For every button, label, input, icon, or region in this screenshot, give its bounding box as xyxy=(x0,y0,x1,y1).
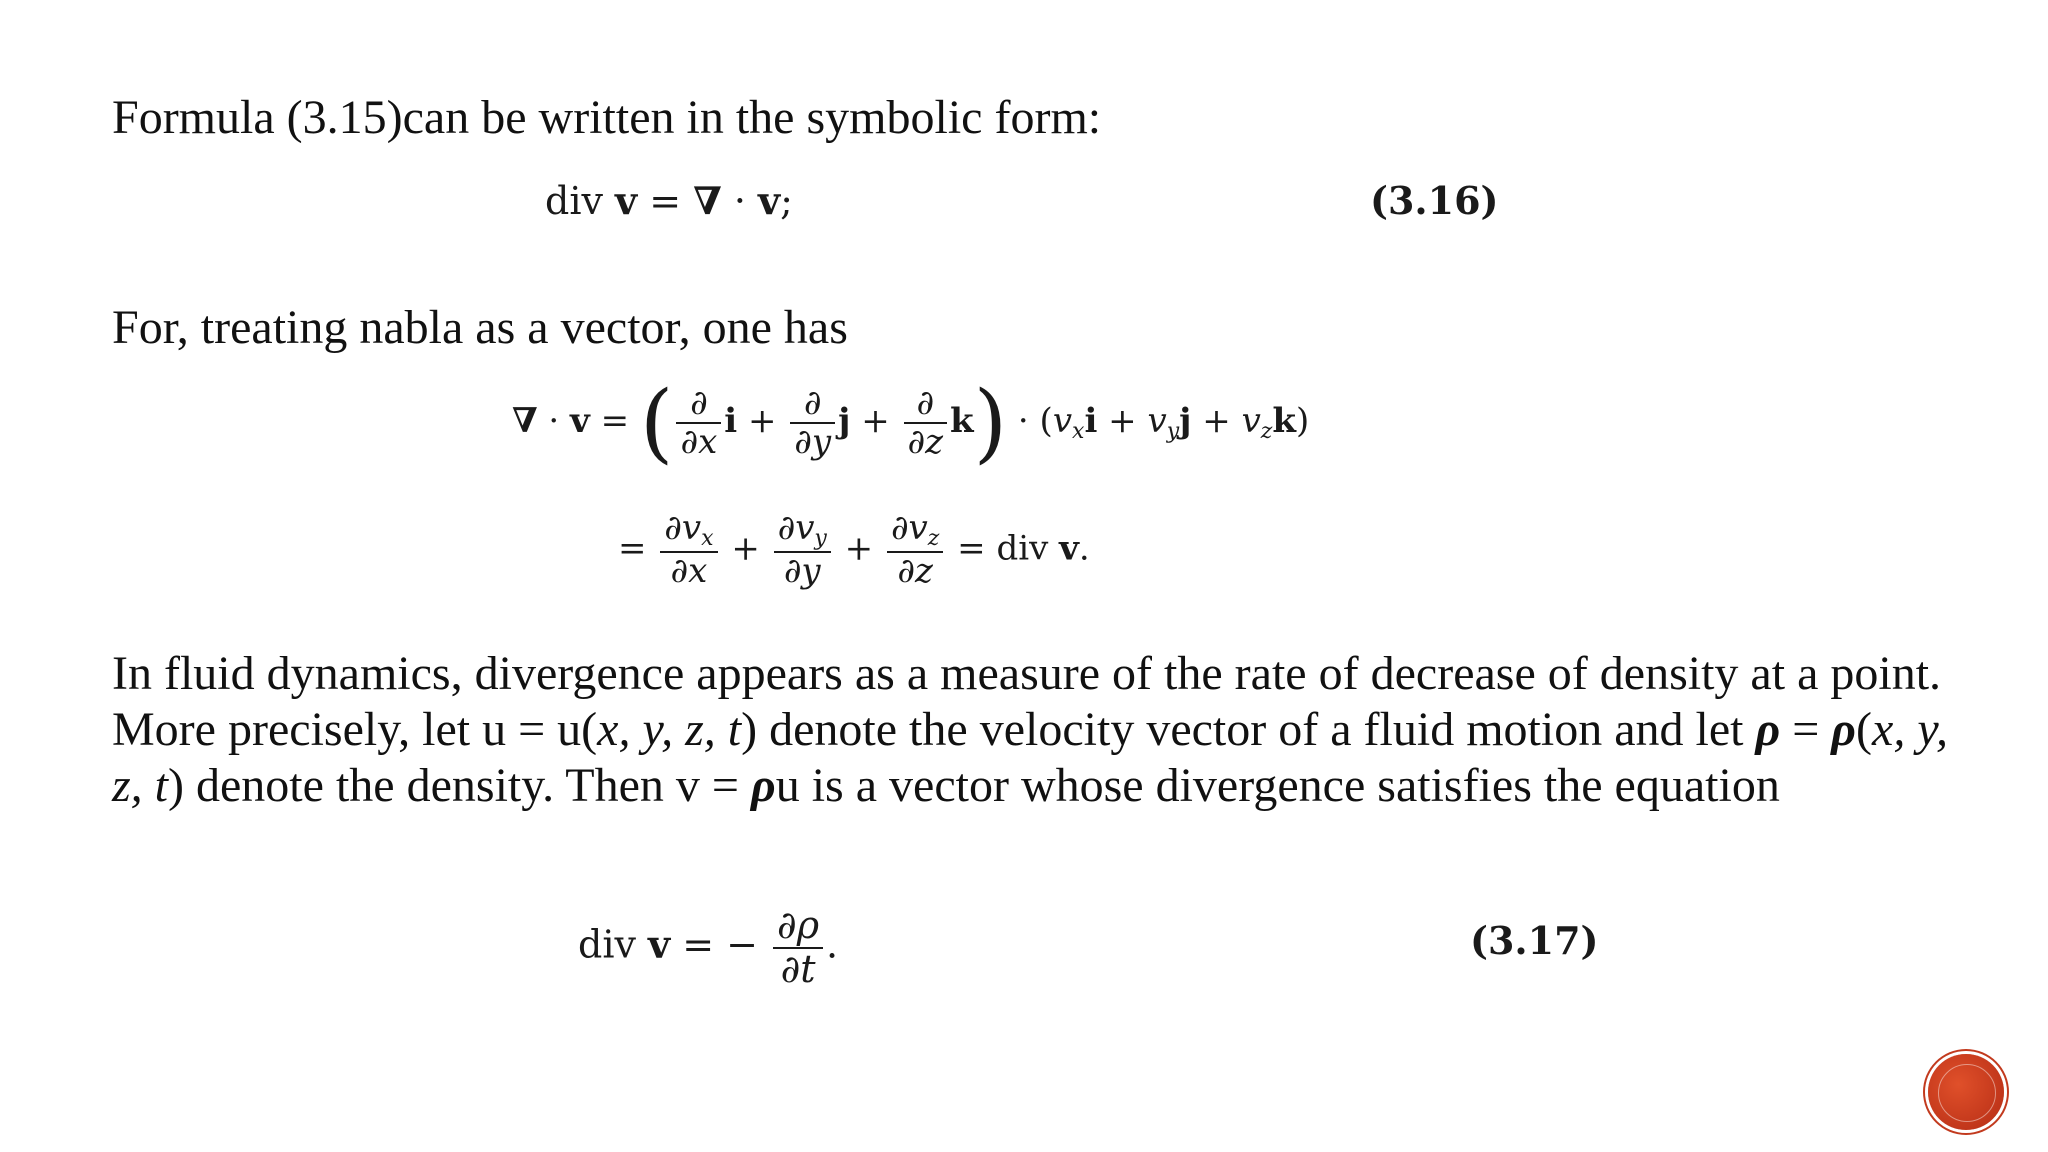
nabla-paragraph: For, treating nabla as a vector, one has xyxy=(112,301,848,354)
equation-3-17: div v = − $\frac{\partial\rho}{\partial t}$ . xyxy=(578,903,839,991)
equation-3-16 xyxy=(545,178,793,223)
unit-j: j xyxy=(838,401,851,441)
frac-d-dy: $\frac{\partial}{\partial y}$ xyxy=(790,385,835,462)
frac-d-dz: $\frac{\partial}{\partial z}$ xyxy=(904,385,948,462)
eq316-eq: = xyxy=(637,179,694,223)
eq316-v: v xyxy=(615,178,638,223)
equals: = xyxy=(589,401,640,441)
eq316-dot: · xyxy=(721,179,758,223)
v-vector: v xyxy=(570,401,590,441)
frac-d-dx: $\frac{\partial}{\partial x}$ xyxy=(676,385,721,462)
eq316-lhs: div xyxy=(545,179,616,223)
eq316-nabla: ∇ xyxy=(693,178,722,223)
fluid-dynamics-paragraph: In fluid dynamics, divergence appears as a measure of the rate of decrease of density at a point. More precisely, let u = u(x, y, z, t) denote the velocity vector of a fluid motion and let ρ = ρ(x, y, z, t) denote the density. Then v = ρu is a vector whose divergence satisfies the equation xyxy=(112,647,1948,812)
eq316-end: ; xyxy=(780,179,793,223)
unit-i: i xyxy=(724,401,738,441)
nabla-symbol: ∇ xyxy=(512,401,538,441)
nabla-equation-line-2: = $\frac{\partial v_x}{\partial x}$ + $\frac{\partial v_y}{\partial y}$ + $\frac{\partial v_z}{\partial z}$ = div v. xyxy=(618,508,1090,592)
frac-dvx-dx: $\frac{\partial v_x}{\partial x}$ xyxy=(660,510,717,591)
equation-number-3-16: (3.16) xyxy=(1370,178,1499,223)
frac-drho-dt: $\frac{\partial\rho}{\partial t}$ xyxy=(773,905,823,991)
logo-inner-ring xyxy=(1938,1064,1996,1122)
unit-k: k xyxy=(950,401,974,441)
intro-paragraph: Formula (3.15)can be written in the symbolic form: xyxy=(112,91,1102,144)
nabla-equation-line-1: ∇ · v = ( $\frac{\partial}{\partial x}$ i + $\frac{\partial}{\partial y}$ j + $\frac{\partial}{\partial z}$ $k) \cdot (v_xi + v_yj + v_zk)$ xyxy=(512,373,1310,473)
dot-operator: · xyxy=(537,401,571,441)
frac-dvz-dz: $\frac{\partial v_z}{\partial z}$ xyxy=(887,510,943,591)
eq316-v2: v xyxy=(758,178,781,223)
frac-dvy-dy: $\frac{\partial v_y}{\partial y}$ xyxy=(774,510,831,591)
equation-number-3-17: (3.17) xyxy=(1470,918,1599,963)
left-paren: ( xyxy=(639,373,674,473)
red-circle-logo-icon xyxy=(1928,1054,2004,1130)
right-paren: ) xyxy=(973,373,1008,473)
